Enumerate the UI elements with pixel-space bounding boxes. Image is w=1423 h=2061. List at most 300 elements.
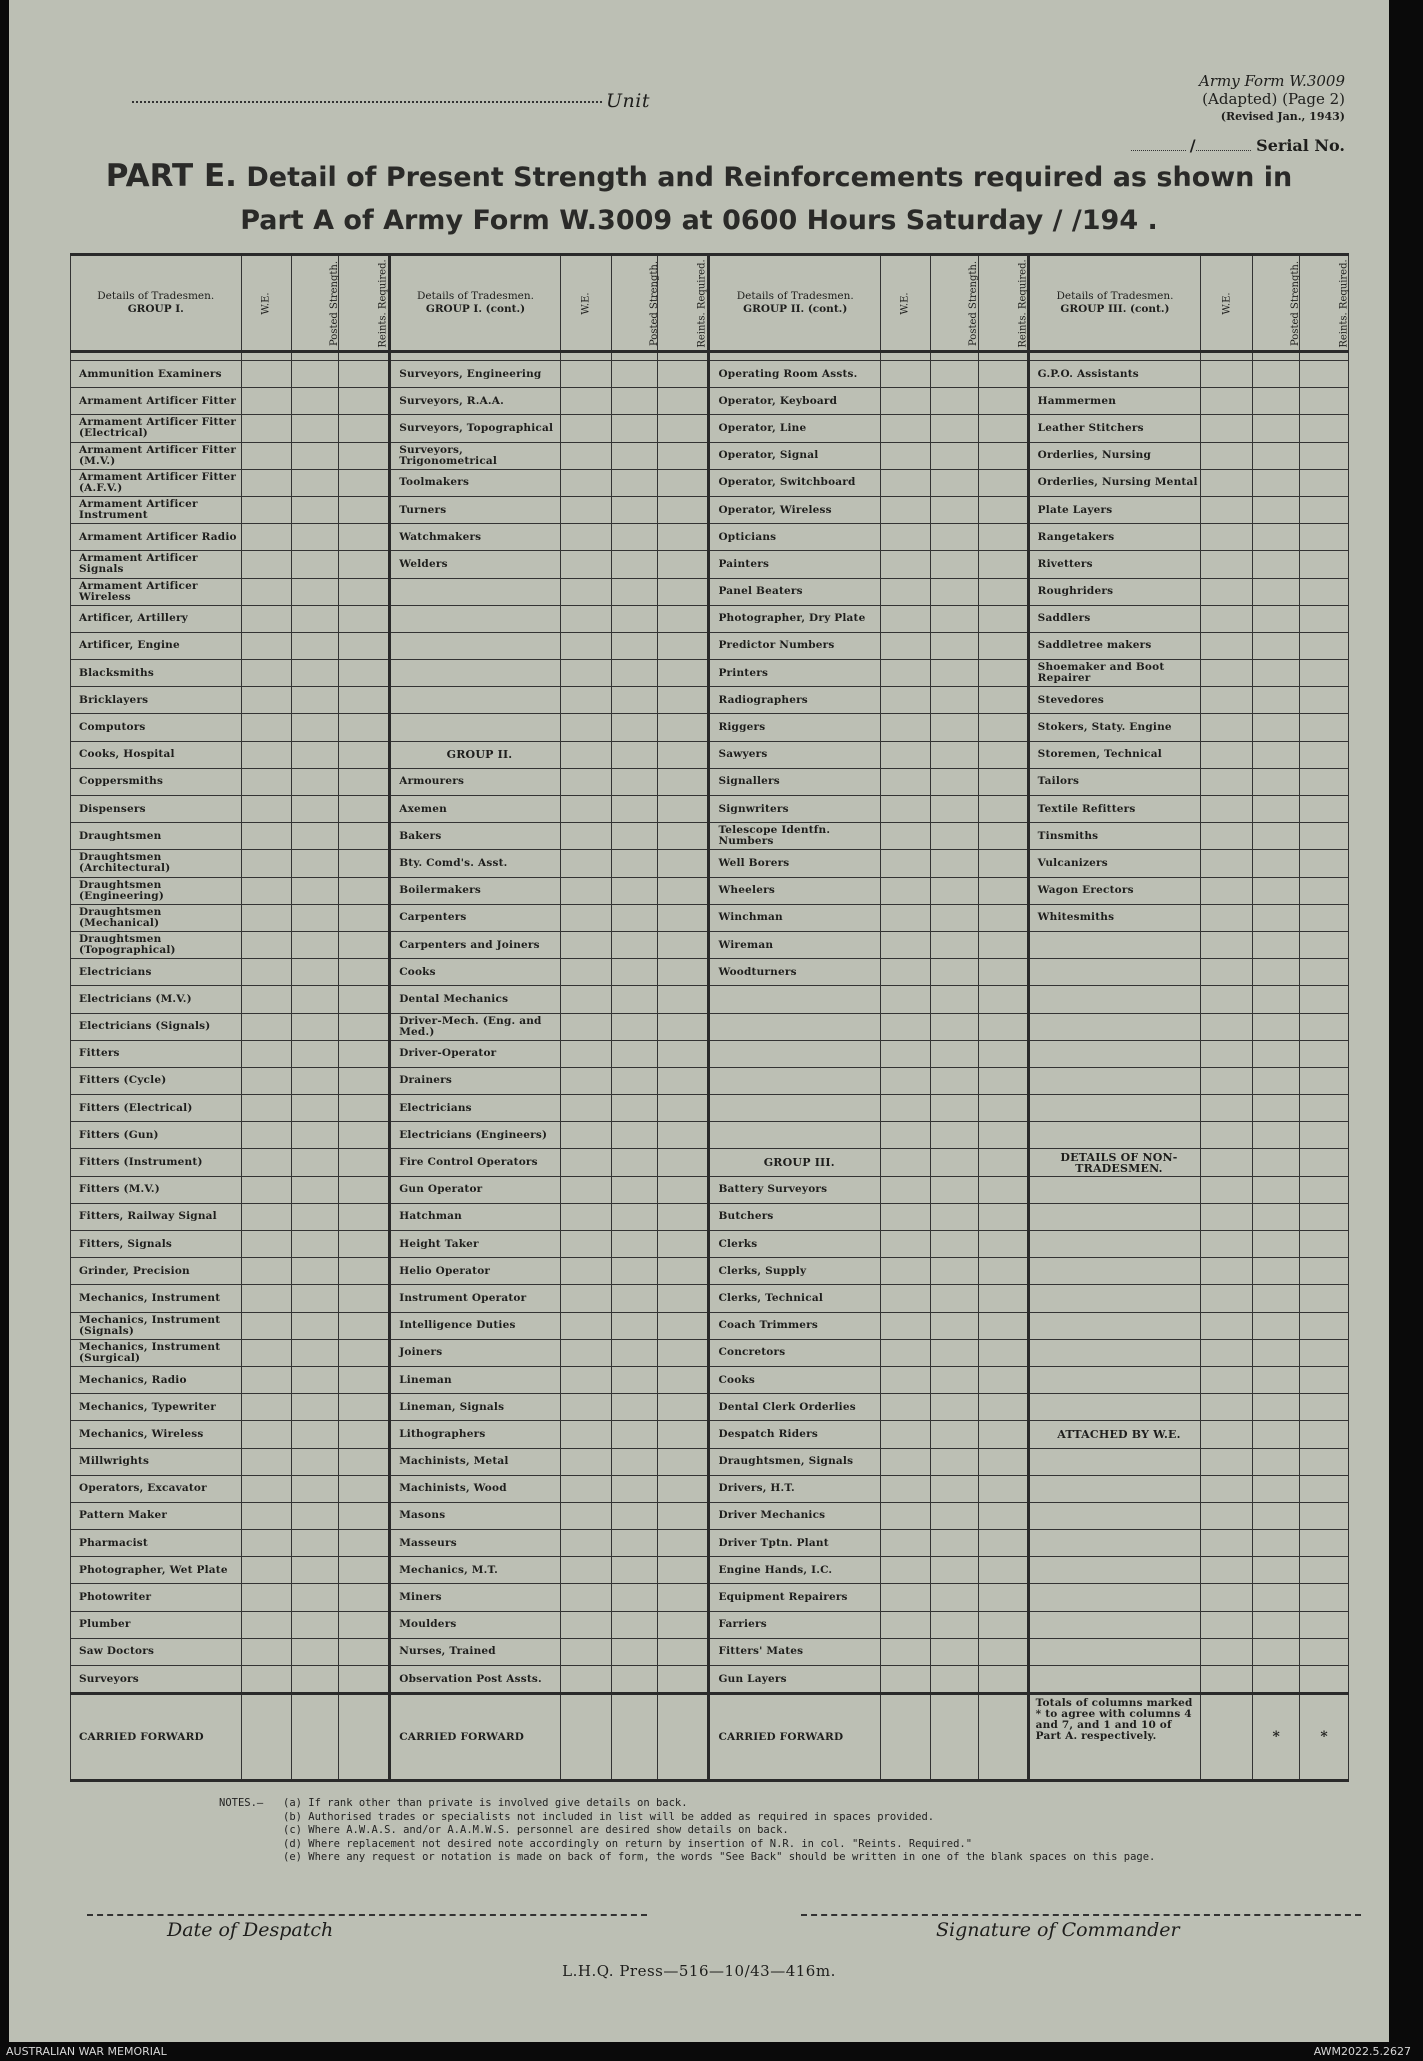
reints-cell[interactable] [978, 931, 1028, 958]
posted-cell[interactable] [611, 1231, 658, 1258]
we-cell[interactable] [1201, 850, 1253, 877]
we-cell[interactable] [560, 578, 611, 605]
posted-cell[interactable] [292, 931, 339, 958]
reints-cell[interactable] [1300, 741, 1349, 768]
we-cell[interactable] [241, 1095, 292, 1122]
reints-cell[interactable] [1300, 1557, 1349, 1584]
reints-cell[interactable] [1300, 469, 1349, 496]
posted-cell[interactable] [1253, 1557, 1300, 1584]
reints-cell[interactable] [658, 1013, 709, 1040]
we-cell[interactable] [881, 1040, 931, 1067]
reints-cell[interactable] [658, 496, 709, 523]
we-cell[interactable] [881, 796, 931, 823]
reints-cell[interactable] [658, 660, 709, 687]
we-cell[interactable] [1201, 823, 1253, 850]
reints-cell[interactable] [658, 1421, 709, 1448]
we-cell[interactable] [241, 388, 292, 415]
reints-cell[interactable] [978, 496, 1028, 523]
we-cell[interactable] [241, 1285, 292, 1312]
reints-cell[interactable] [978, 1557, 1028, 1584]
posted-cell[interactable] [1253, 660, 1300, 687]
we-cell[interactable] [560, 931, 611, 958]
posted-cell[interactable] [611, 1095, 658, 1122]
we-cell[interactable] [881, 1013, 931, 1040]
we-cell[interactable] [1201, 1584, 1253, 1611]
posted-cell[interactable] [930, 850, 978, 877]
we-cell[interactable] [241, 578, 292, 605]
posted-cell[interactable] [930, 1013, 978, 1040]
reints-cell[interactable] [978, 1258, 1028, 1285]
posted-cell[interactable] [1253, 687, 1300, 714]
reints-cell[interactable] [339, 524, 390, 551]
posted-cell[interactable] [292, 1666, 339, 1694]
reints-cell[interactable] [1300, 796, 1349, 823]
we-cell[interactable] [1201, 1638, 1253, 1665]
reints-cell[interactable] [339, 904, 390, 931]
reints-cell[interactable] [339, 986, 390, 1013]
posted-cell[interactable] [611, 986, 658, 1013]
reints-cell[interactable] [339, 931, 390, 958]
reints-cell[interactable] [339, 959, 390, 986]
reints-cell[interactable] [339, 1258, 390, 1285]
reints-cell[interactable] [658, 1285, 709, 1312]
reints-cell[interactable] [1300, 1448, 1349, 1475]
posted-cell[interactable] [930, 1339, 978, 1366]
reints-cell[interactable] [339, 1040, 390, 1067]
posted-cell[interactable] [292, 741, 339, 768]
reints-cell[interactable] [339, 469, 390, 496]
reints-cell[interactable] [339, 687, 390, 714]
we-cell[interactable] [1201, 1448, 1253, 1475]
carried-forward-cell[interactable] [241, 1694, 292, 1781]
posted-cell[interactable] [292, 1502, 339, 1529]
carried-forward-cell[interactable] [658, 1694, 709, 1781]
we-cell[interactable] [1201, 1067, 1253, 1094]
posted-cell[interactable] [611, 578, 658, 605]
we-cell[interactable] [881, 469, 931, 496]
reints-cell[interactable] [978, 1067, 1028, 1094]
reints-cell[interactable] [658, 1095, 709, 1122]
reints-cell[interactable] [978, 605, 1028, 632]
reints-cell[interactable] [1300, 1366, 1349, 1393]
we-cell[interactable] [560, 1095, 611, 1122]
we-cell[interactable] [560, 1122, 611, 1149]
posted-cell[interactable] [611, 1203, 658, 1230]
we-cell[interactable] [881, 1203, 931, 1230]
reints-cell[interactable] [978, 959, 1028, 986]
posted-cell[interactable] [611, 1149, 658, 1176]
reints-cell[interactable] [339, 605, 390, 632]
posted-cell[interactable] [292, 1176, 339, 1203]
reints-cell[interactable] [978, 1149, 1028, 1176]
posted-cell[interactable] [1253, 1394, 1300, 1421]
posted-cell[interactable] [292, 959, 339, 986]
carried-forward-cell[interactable] [930, 1694, 978, 1781]
posted-cell[interactable] [611, 1502, 658, 1529]
posted-cell[interactable] [1253, 469, 1300, 496]
posted-cell[interactable] [292, 904, 339, 931]
we-cell[interactable] [241, 1611, 292, 1638]
we-cell[interactable] [241, 986, 292, 1013]
we-cell[interactable] [560, 714, 611, 741]
we-cell[interactable] [241, 796, 292, 823]
posted-cell[interactable] [611, 1448, 658, 1475]
posted-cell[interactable] [1253, 1339, 1300, 1366]
reints-cell[interactable] [1300, 1203, 1349, 1230]
reints-cell[interactable] [658, 1502, 709, 1529]
posted-cell[interactable] [292, 1394, 339, 1421]
posted-cell[interactable] [292, 361, 339, 388]
posted-cell[interactable] [930, 1448, 978, 1475]
carried-forward-cell[interactable] [611, 1694, 658, 1781]
posted-cell[interactable] [292, 551, 339, 578]
reints-cell[interactable] [1300, 714, 1349, 741]
reints-cell[interactable] [339, 1530, 390, 1557]
reints-cell[interactable] [1300, 1394, 1349, 1421]
we-cell[interactable] [241, 551, 292, 578]
reints-cell[interactable] [658, 1149, 709, 1176]
we-cell[interactable] [881, 768, 931, 795]
posted-cell[interactable] [611, 768, 658, 795]
reints-cell[interactable] [978, 1394, 1028, 1421]
we-cell[interactable] [560, 877, 611, 904]
we-cell[interactable] [1201, 1285, 1253, 1312]
posted-cell[interactable] [1253, 551, 1300, 578]
reints-cell[interactable] [978, 1176, 1028, 1203]
we-cell[interactable] [881, 1530, 931, 1557]
posted-cell[interactable] [611, 1285, 658, 1312]
posted-cell[interactable] [930, 1502, 978, 1529]
reints-cell[interactable] [339, 1312, 390, 1339]
posted-cell[interactable] [611, 877, 658, 904]
posted-cell[interactable] [1253, 442, 1300, 469]
we-cell[interactable] [881, 1067, 931, 1094]
we-cell[interactable] [560, 1013, 611, 1040]
we-cell[interactable] [881, 442, 931, 469]
posted-cell[interactable] [611, 714, 658, 741]
reints-cell[interactable] [658, 1258, 709, 1285]
posted-cell[interactable] [292, 1067, 339, 1094]
posted-cell[interactable] [611, 388, 658, 415]
reints-cell[interactable] [658, 551, 709, 578]
reints-cell[interactable] [339, 1231, 390, 1258]
reints-cell[interactable] [658, 415, 709, 442]
we-cell[interactable] [881, 632, 931, 659]
reints-cell[interactable] [1300, 1584, 1349, 1611]
we-cell[interactable] [1201, 578, 1253, 605]
reints-cell[interactable] [658, 1231, 709, 1258]
we-cell[interactable] [881, 877, 931, 904]
posted-cell[interactable] [930, 986, 978, 1013]
posted-cell[interactable] [611, 660, 658, 687]
reints-cell[interactable] [978, 551, 1028, 578]
posted-cell[interactable] [930, 877, 978, 904]
posted-cell[interactable] [930, 1394, 978, 1421]
reints-cell[interactable] [339, 1666, 390, 1694]
we-cell[interactable] [881, 687, 931, 714]
we-cell[interactable] [881, 1584, 931, 1611]
reints-cell[interactable] [339, 1067, 390, 1094]
posted-cell[interactable] [292, 388, 339, 415]
we-cell[interactable] [1201, 1040, 1253, 1067]
posted-cell[interactable] [292, 1122, 339, 1149]
reints-cell[interactable] [339, 714, 390, 741]
reints-cell[interactable] [978, 1502, 1028, 1529]
we-cell[interactable] [560, 1530, 611, 1557]
we-cell[interactable] [241, 1394, 292, 1421]
posted-cell[interactable] [292, 714, 339, 741]
posted-cell[interactable] [1253, 632, 1300, 659]
we-cell[interactable] [881, 1366, 931, 1393]
total-marker-cell[interactable]: * [1253, 1694, 1300, 1781]
posted-cell[interactable] [1253, 1285, 1300, 1312]
posted-cell[interactable] [1253, 578, 1300, 605]
we-cell[interactable] [1201, 1502, 1253, 1529]
posted-cell[interactable] [930, 823, 978, 850]
we-cell[interactable] [1201, 1394, 1253, 1421]
posted-cell[interactable] [930, 768, 978, 795]
posted-cell[interactable] [1253, 1502, 1300, 1529]
we-cell[interactable] [1201, 714, 1253, 741]
reints-cell[interactable] [658, 1067, 709, 1094]
we-cell[interactable] [560, 442, 611, 469]
posted-cell[interactable] [611, 1638, 658, 1665]
reints-cell[interactable] [978, 1475, 1028, 1502]
posted-cell[interactable] [930, 959, 978, 986]
posted-cell[interactable] [292, 415, 339, 442]
posted-cell[interactable] [930, 796, 978, 823]
reints-cell[interactable] [658, 605, 709, 632]
reints-cell[interactable] [339, 796, 390, 823]
we-cell[interactable] [241, 632, 292, 659]
we-cell[interactable] [1201, 551, 1253, 578]
we-cell[interactable] [1201, 1203, 1253, 1230]
reints-cell[interactable] [658, 1312, 709, 1339]
we-cell[interactable] [560, 1611, 611, 1638]
we-cell[interactable] [1201, 632, 1253, 659]
reints-cell[interactable] [658, 1339, 709, 1366]
carried-forward-cell[interactable] [978, 1694, 1028, 1781]
posted-cell[interactable] [611, 496, 658, 523]
we-cell[interactable] [560, 1285, 611, 1312]
reints-cell[interactable] [658, 1666, 709, 1694]
reints-cell[interactable] [1300, 1040, 1349, 1067]
posted-cell[interactable] [292, 1530, 339, 1557]
posted-cell[interactable] [1253, 524, 1300, 551]
we-cell[interactable] [881, 741, 931, 768]
posted-cell[interactable] [611, 1394, 658, 1421]
we-cell[interactable] [1201, 1122, 1253, 1149]
posted-cell[interactable] [930, 1067, 978, 1094]
we-cell[interactable] [881, 904, 931, 931]
posted-cell[interactable] [611, 1122, 658, 1149]
posted-cell[interactable] [611, 632, 658, 659]
we-cell[interactable] [241, 877, 292, 904]
posted-cell[interactable] [930, 904, 978, 931]
carried-forward-cell[interactable] [339, 1694, 390, 1781]
reints-cell[interactable] [978, 741, 1028, 768]
posted-cell[interactable] [292, 850, 339, 877]
we-cell[interactable] [241, 823, 292, 850]
reints-cell[interactable] [1300, 768, 1349, 795]
reints-cell[interactable] [339, 1502, 390, 1529]
reints-cell[interactable] [658, 1638, 709, 1665]
posted-cell[interactable] [930, 1557, 978, 1584]
reints-cell[interactable] [339, 1095, 390, 1122]
reints-cell[interactable] [1300, 1176, 1349, 1203]
posted-cell[interactable] [292, 877, 339, 904]
we-cell[interactable] [881, 959, 931, 986]
posted-cell[interactable] [611, 1013, 658, 1040]
we-cell[interactable] [881, 1285, 931, 1312]
reints-cell[interactable] [1300, 632, 1349, 659]
posted-cell[interactable] [930, 1366, 978, 1393]
we-cell[interactable] [1201, 796, 1253, 823]
posted-cell[interactable] [292, 1312, 339, 1339]
posted-cell[interactable] [1253, 904, 1300, 931]
posted-cell[interactable] [1253, 415, 1300, 442]
we-cell[interactable] [560, 850, 611, 877]
we-cell[interactable] [560, 660, 611, 687]
reints-cell[interactable] [1300, 524, 1349, 551]
we-cell[interactable] [241, 469, 292, 496]
reints-cell[interactable] [1300, 388, 1349, 415]
we-cell[interactable] [241, 496, 292, 523]
reints-cell[interactable] [658, 1122, 709, 1149]
posted-cell[interactable] [930, 605, 978, 632]
we-cell[interactable] [881, 1149, 931, 1176]
reints-cell[interactable] [1300, 1231, 1349, 1258]
reints-cell[interactable] [978, 632, 1028, 659]
posted-cell[interactable] [292, 632, 339, 659]
posted-cell[interactable] [611, 1557, 658, 1584]
posted-cell[interactable] [611, 469, 658, 496]
we-cell[interactable] [560, 1258, 611, 1285]
posted-cell[interactable] [292, 1149, 339, 1176]
posted-cell[interactable] [611, 931, 658, 958]
reints-cell[interactable] [978, 1285, 1028, 1312]
reints-cell[interactable] [978, 877, 1028, 904]
we-cell[interactable] [1201, 741, 1253, 768]
we-cell[interactable] [241, 850, 292, 877]
posted-cell[interactable] [292, 660, 339, 687]
reints-cell[interactable] [1300, 1666, 1349, 1694]
carried-forward-cell[interactable] [1201, 1694, 1253, 1781]
posted-cell[interactable] [930, 1666, 978, 1694]
posted-cell[interactable] [611, 1176, 658, 1203]
we-cell[interactable] [881, 986, 931, 1013]
we-cell[interactable] [241, 904, 292, 931]
posted-cell[interactable] [930, 1176, 978, 1203]
we-cell[interactable] [241, 1448, 292, 1475]
we-cell[interactable] [881, 1666, 931, 1694]
reints-cell[interactable] [978, 1611, 1028, 1638]
we-cell[interactable] [881, 1502, 931, 1529]
we-cell[interactable] [1201, 1666, 1253, 1694]
we-cell[interactable] [881, 388, 931, 415]
we-cell[interactable] [560, 632, 611, 659]
posted-cell[interactable] [1253, 1421, 1300, 1448]
posted-cell[interactable] [292, 1095, 339, 1122]
we-cell[interactable] [241, 1122, 292, 1149]
posted-cell[interactable] [930, 442, 978, 469]
posted-cell[interactable] [292, 768, 339, 795]
reints-cell[interactable] [1300, 1421, 1349, 1448]
reints-cell[interactable] [1300, 361, 1349, 388]
posted-cell[interactable] [292, 1339, 339, 1366]
reints-cell[interactable] [1300, 904, 1349, 931]
reints-cell[interactable] [339, 1013, 390, 1040]
we-cell[interactable] [1201, 442, 1253, 469]
reints-cell[interactable] [339, 660, 390, 687]
reints-cell[interactable] [658, 1584, 709, 1611]
posted-cell[interactable] [292, 687, 339, 714]
we-cell[interactable] [241, 1666, 292, 1694]
posted-cell[interactable] [292, 823, 339, 850]
we-cell[interactable] [881, 578, 931, 605]
reints-cell[interactable] [339, 632, 390, 659]
posted-cell[interactable] [930, 1095, 978, 1122]
reints-cell[interactable] [339, 578, 390, 605]
reints-cell[interactable] [339, 1421, 390, 1448]
reints-cell[interactable] [339, 1339, 390, 1366]
posted-cell[interactable] [611, 551, 658, 578]
we-cell[interactable] [881, 1258, 931, 1285]
posted-cell[interactable] [292, 1231, 339, 1258]
reints-cell[interactable] [978, 442, 1028, 469]
reints-cell[interactable] [658, 388, 709, 415]
reints-cell[interactable] [339, 1448, 390, 1475]
reints-cell[interactable] [1300, 1095, 1349, 1122]
we-cell[interactable] [560, 1176, 611, 1203]
posted-cell[interactable] [930, 1231, 978, 1258]
posted-cell[interactable] [1253, 714, 1300, 741]
posted-cell[interactable] [930, 1122, 978, 1149]
we-cell[interactable] [560, 1557, 611, 1584]
posted-cell[interactable] [611, 823, 658, 850]
reints-cell[interactable] [1300, 959, 1349, 986]
reints-cell[interactable] [658, 632, 709, 659]
reints-cell[interactable] [658, 687, 709, 714]
posted-cell[interactable] [611, 904, 658, 931]
reints-cell[interactable] [978, 524, 1028, 551]
reints-cell[interactable] [339, 850, 390, 877]
posted-cell[interactable] [1253, 850, 1300, 877]
reints-cell[interactable] [658, 768, 709, 795]
reints-cell[interactable] [339, 1557, 390, 1584]
carried-forward-cell[interactable] [292, 1694, 339, 1781]
reints-cell[interactable] [1300, 551, 1349, 578]
we-cell[interactable] [560, 1394, 611, 1421]
we-cell[interactable] [1201, 388, 1253, 415]
posted-cell[interactable] [1253, 796, 1300, 823]
reints-cell[interactable] [658, 796, 709, 823]
we-cell[interactable] [1201, 931, 1253, 958]
reints-cell[interactable] [339, 1394, 390, 1421]
posted-cell[interactable] [1253, 877, 1300, 904]
posted-cell[interactable] [292, 1448, 339, 1475]
posted-cell[interactable] [292, 1258, 339, 1285]
reints-cell[interactable] [1300, 415, 1349, 442]
reints-cell[interactable] [978, 904, 1028, 931]
reints-cell[interactable] [658, 850, 709, 877]
we-cell[interactable] [881, 1095, 931, 1122]
we-cell[interactable] [1201, 687, 1253, 714]
reints-cell[interactable] [1300, 850, 1349, 877]
we-cell[interactable] [560, 986, 611, 1013]
posted-cell[interactable] [1253, 361, 1300, 388]
posted-cell[interactable] [930, 931, 978, 958]
